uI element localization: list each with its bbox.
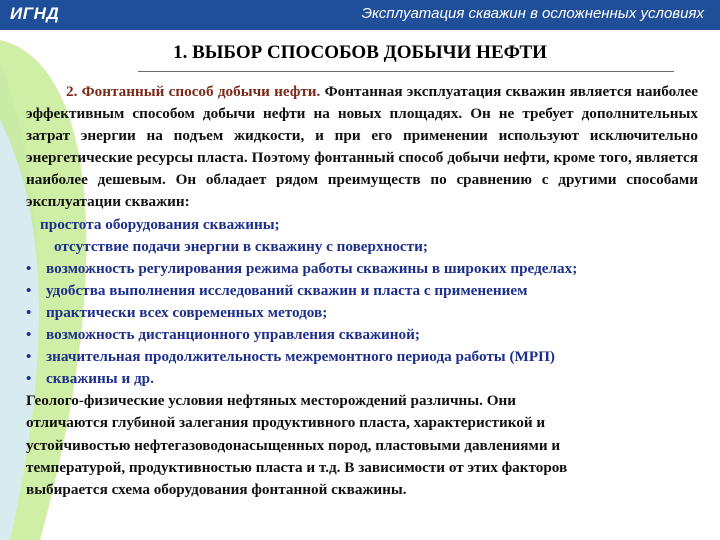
list-item <box>26 324 698 346</box>
closing-line: выбирается схема оборудования фонтанной скважины. <box>26 480 407 498</box>
list-item-text: возможность регулирования режима работы скважины в широких пределах; <box>46 259 578 277</box>
closing-line: устойчивостью нефтегазоводонасыщенных пород, пластовыми давлениями и <box>26 436 561 454</box>
list-item-text: удобства выполнения исследований скважин и пласта с применением <box>46 281 528 299</box>
course-title: Эксплуатация скважин в осложненных условиях <box>361 5 704 22</box>
list-item <box>26 236 698 258</box>
list-item-text: простота оборудования скважины; <box>40 215 280 233</box>
closing-line: температурой, продуктивностью пласта и т.д. В зависимости от этих факторов <box>26 458 568 476</box>
closing-line: Геолого-физические условия нефтяных месторождений различны. Они <box>26 392 517 410</box>
list-item <box>26 214 698 236</box>
org-label: ИГНД <box>10 4 60 23</box>
bullet-icon: • <box>26 281 32 299</box>
slide-content <box>26 81 698 501</box>
list-item <box>26 280 698 302</box>
closing-paragraph <box>26 390 698 500</box>
title-underline <box>138 71 674 72</box>
list-item-text: отсутствие подачи энергии в скважину с поверхности; <box>54 237 428 255</box>
list-item <box>26 368 698 390</box>
list-item <box>26 258 698 280</box>
intro-paragraph <box>26 81 698 214</box>
list-item-text: скважины и др. <box>46 370 154 388</box>
header-bar <box>0 0 720 30</box>
list-item <box>26 346 698 368</box>
closing-line: отличаются глубиной залегания продуктивного пласта, характеристикой и <box>26 414 546 432</box>
bullet-icon: • <box>26 303 32 321</box>
list-item <box>26 302 698 324</box>
intro-body: Фонтанная эксплуатация скважин является наиболее эффективным способом добычи нефти на новых площадях. Он не требует дополнительных затрат энергии на подъем жидкости, и при его применении используют исключительно энергетические ресурсы пласта. Поэтому фонтанный способ добычи нефти, кроме того, является наиболее дешевым. Он обладает рядом преимуществ по сравнению с другими способами эксплуатации скважин: <box>26 83 698 211</box>
bullet-icon: • <box>26 259 32 277</box>
bullet-icon: • <box>26 326 32 344</box>
intro-lead: 2. Фонтанный способ добычи нефти. <box>66 83 321 100</box>
bullet-icon: • <box>26 370 32 388</box>
bullet-icon: • <box>26 348 32 366</box>
slide-title: 1. ВЫБОР СПОСОБОВ ДОБЫЧИ НЕФТИ <box>173 42 547 63</box>
list-item-text: значительная продолжительность межремонтного периода работы (МРП) <box>46 348 555 366</box>
list-item-text: практически всех современных методов; <box>46 303 328 321</box>
list-item-text: возможность дистанционного управления скважиной; <box>46 326 420 344</box>
